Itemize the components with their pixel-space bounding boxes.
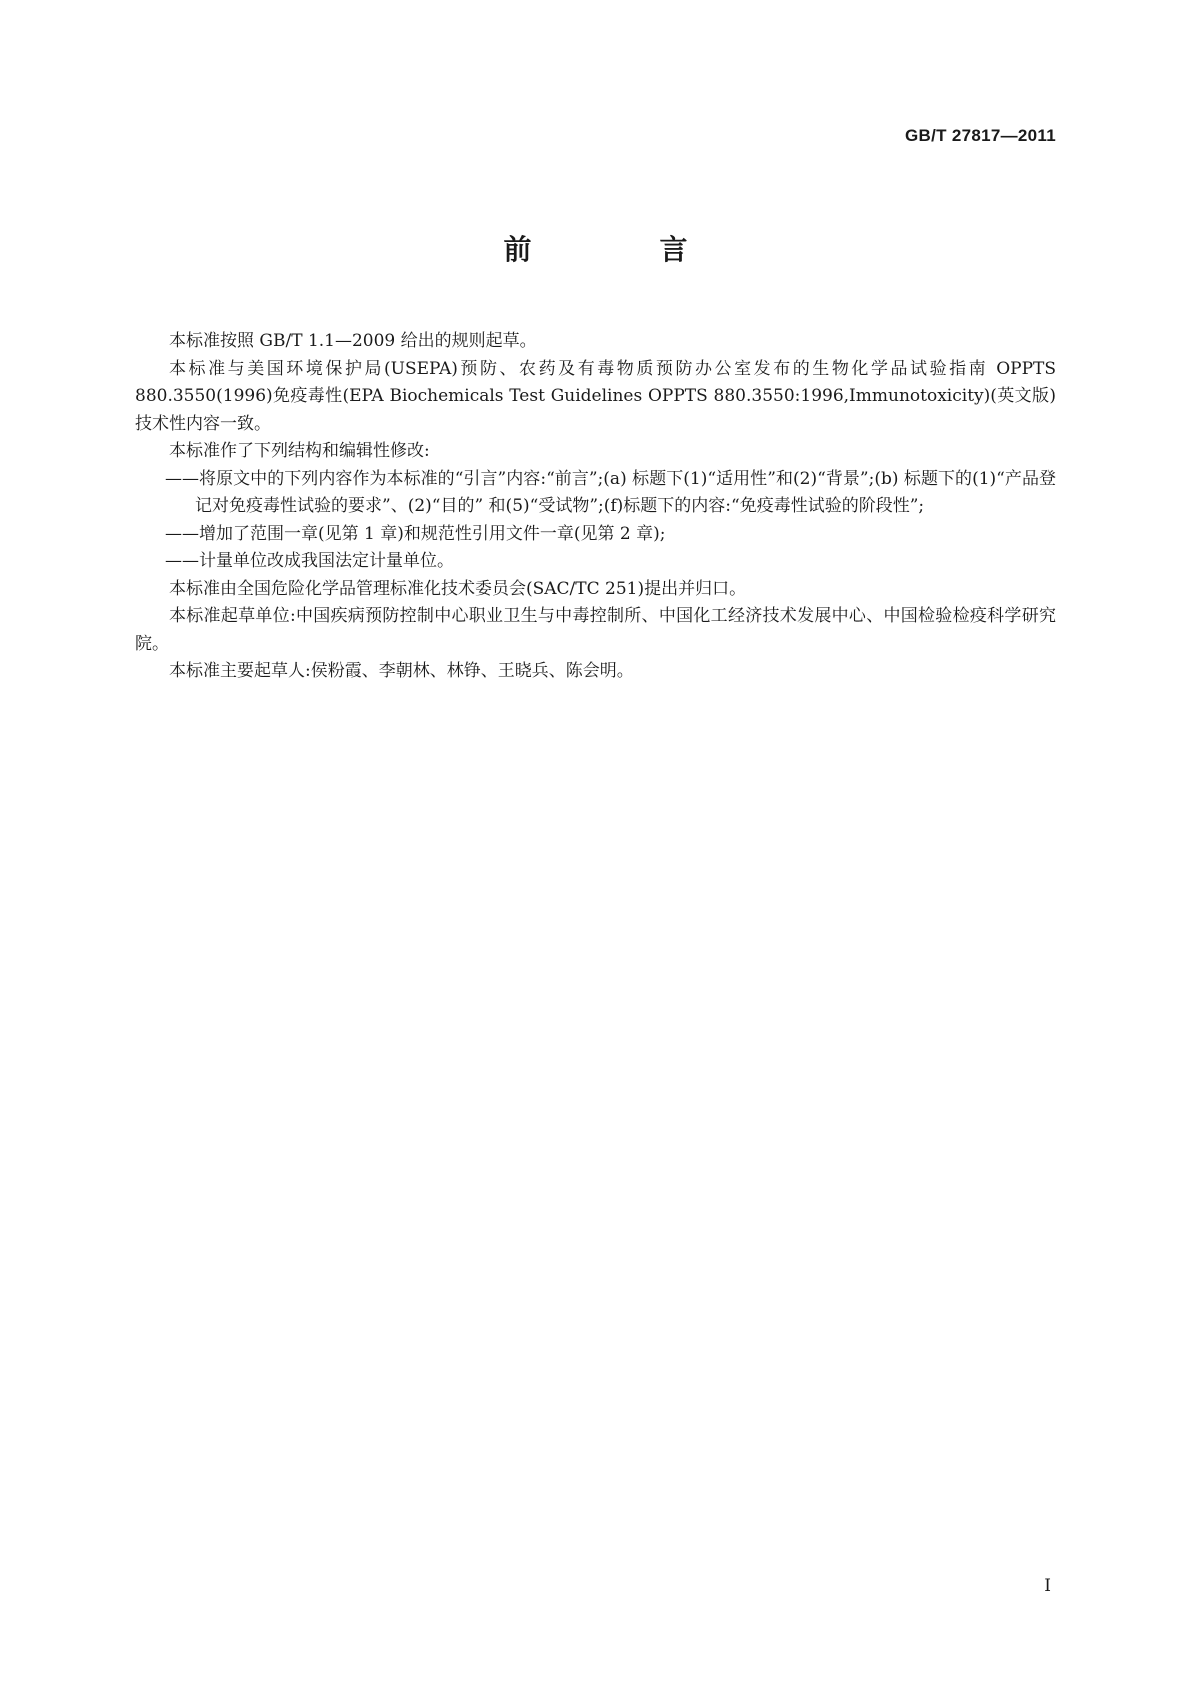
- paragraph-equivalence: 本标准与美国环境保护局(USEPA)预防、农药及有毒物质预防办公室发布的生物化学品试验指南 OPPTS 880.3550(1996)免疫毒性(EPA Biochemicals Test Guidelines OPPTS 880.3550:1996,Immunotoxicity)(英文版)技术性内容一致。: [135, 358, 1056, 434]
- paragraph-drafting-rules: 本标准按照 GB/T 1.1—2009 给出的规则起草。: [169, 331, 537, 351]
- page-title: 前 言: [503, 233, 738, 266]
- standard-code: GB/T 27817—2011: [905, 126, 1056, 145]
- modification-item: ——将原文中的下列内容作为本标准的“引言”内容:“前言”;(a) 标题下(1)“适用性”和(2)“背景”;(b) 标题下的(1)“产品登记对免疫毒性试验的要求”、(2)“目的” 和(5)“受试物”;(f)标题下的内容:“免疫毒性试验的阶段性”;: [165, 468, 1056, 516]
- paragraph-drafters: 本标准主要起草人:侯粉霞、李朝林、林铮、王晓兵、陈会明。: [169, 661, 634, 681]
- paragraph-proposer: 本标准由全国危险化学品管理标准化技术委员会(SAC/TC 251)提出并归口。: [169, 578, 747, 599]
- document-body: [135, 328, 1056, 686]
- page-number: I: [1044, 1576, 1051, 1596]
- paragraph-modifications-intro: 本标准作了下列结构和编辑性修改:: [169, 441, 430, 461]
- paragraph-drafting-units: 本标准起草单位:中国疾病预防控制中心职业卫生与中毒控制所、中国化工经济技术发展中心、中国检验检疫科学研究院。: [135, 606, 1056, 654]
- modification-item: ——计量单位改成我国法定计量单位。: [165, 551, 454, 571]
- modification-item: ——增加了范围一章(见第 1 章)和规范性引用文件一章(见第 2 章);: [165, 523, 666, 544]
